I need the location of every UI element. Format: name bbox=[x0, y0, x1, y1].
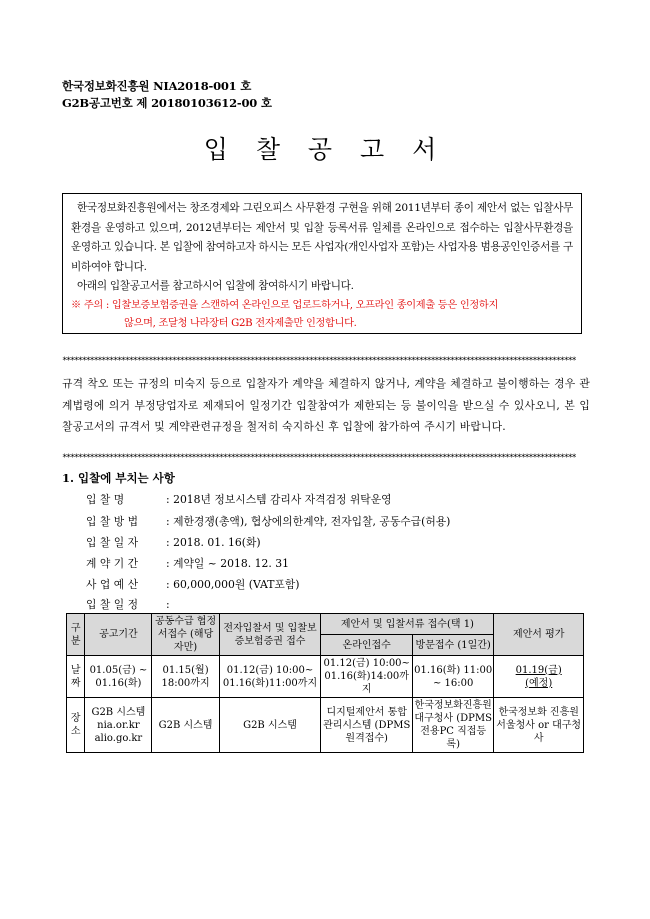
contract-period-row bbox=[86, 556, 289, 571]
item-value: : 60,000,000원 (VAT포함) bbox=[166, 578, 300, 591]
header-electronic-bid: 전자입찰서 및 입찰보증보험증권 접수 bbox=[219, 614, 321, 656]
item-label: 입 찰 명 bbox=[86, 493, 125, 506]
bid-date-row bbox=[86, 535, 261, 550]
g2b-announcement-number: G2B공고번호 제 20180103612-00 호 bbox=[62, 96, 272, 110]
star-divider-bottom: *********************************************************************************************************************************** bbox=[62, 453, 576, 463]
warning-paragraph: 규격 착오 또는 규정의 미숙지 등으로 입찰자가 계약을 체결하지 않거나, 계약을 체결하고 불이행하는 경우 관계법령에 의거 부정당업자로 제재되어 일정기간 입찰참여가 제한되는 등 불이익을 받으실 수 있사오니, 본 입찰공고서의 규격서 및 계약관련규정을 철저히 숙지하신 후 입찰에 참가하여 주시기 바랍니다. bbox=[62, 377, 590, 433]
item-value: : bbox=[166, 598, 170, 611]
item-label: 계 약 기 간 bbox=[86, 557, 139, 570]
budget-row bbox=[86, 577, 300, 592]
row-label-place: 장소 bbox=[67, 698, 85, 753]
item-value: : 계약일 ~ 2018. 12. 31 bbox=[166, 557, 289, 570]
caution-note bbox=[71, 297, 573, 333]
schedule-table bbox=[66, 613, 584, 753]
date-joint: 01.15(월) 18:00까지 bbox=[152, 656, 219, 698]
date-announce: 01.05(금) ~ 01.16(화) bbox=[85, 656, 152, 698]
bid-name-row bbox=[86, 492, 392, 507]
announcement-number: 한국정보화진흥원 NIA2018-001 호 bbox=[62, 79, 252, 93]
date-ebid: 01.12(금) 10:00~ 01.16(화)11:00까지 bbox=[219, 656, 321, 698]
schedule-row bbox=[86, 597, 170, 612]
place-announce: G2B 시스템 nia.or.kr alio.go.kr bbox=[85, 698, 152, 753]
place-ebid: G2B 시스템 bbox=[219, 698, 321, 753]
caution-line-1: ※ 주의 : 입찰보증보험증권을 스캔하여 온라인으로 업로드하거나, 오프라인 종이제출 등은 인정하지 bbox=[71, 299, 498, 311]
eval-tentative: (예정) bbox=[525, 677, 553, 689]
header-online: 온라인접수 bbox=[321, 635, 413, 656]
eval-date: 01.19(금) bbox=[515, 664, 562, 676]
notice-paragraph: 한국정보화진흥원에서는 창조경제와 그린오피스 사무환경 구현을 위해 2011년부터 종이 제안서 없는 입찰사무환경을 운영하고 있으며, 2012년부터는 제안서 및 입찰 등록서류 일체를 온라인으로 접수하는 입찰사무환경을 운영하고 있습니다. 본 입찰에 참여하고자 하시는 모든 사업자(개인사업자 포함)는 사업자용 범용공인인증서를 구비하여야 합니다. bbox=[71, 202, 573, 273]
caution-line-2: 않으며, 조달청 나라장터 G2B 전자제출만 인정합니다. bbox=[124, 317, 357, 329]
star-divider-top: *********************************************************************************************************************************** bbox=[62, 356, 576, 366]
header-visit: 방문접수 (1일간) bbox=[412, 635, 493, 656]
date-visit: 01.16(화) 11:00 ~ 16:00 bbox=[412, 656, 493, 698]
notice-reference: 아래의 입찰공고서를 참고하시어 입찰에 참여하시기 바랍니다. bbox=[77, 280, 354, 293]
section-heading: 1. 입찰에 부치는 사항 bbox=[62, 471, 175, 485]
header-proposal-evaluation: 제안서 평가 bbox=[494, 614, 584, 656]
item-label: 입 찰 방 법 bbox=[86, 515, 139, 528]
item-value: : 제한경쟁(총액), 협상에의한계약, 전자입찰, 공동수급(허용) bbox=[166, 515, 451, 528]
place-visit: 한국정보화진흥원 대구청사 (DPMS전용PC 직접등록) bbox=[412, 698, 493, 753]
item-value: : 2018. 01. 16(화) bbox=[166, 536, 261, 549]
item-label: 입 찰 일 자 bbox=[86, 536, 139, 549]
date-eval bbox=[494, 656, 584, 698]
item-value: : 2018년 정보시스템 감리사 자격검정 위탁운영 bbox=[166, 493, 392, 506]
row-label-date: 날짜 bbox=[67, 656, 85, 698]
notice-box bbox=[62, 193, 582, 334]
bid-method-row bbox=[86, 514, 450, 529]
item-label: 입 찰 일 정 bbox=[86, 598, 139, 611]
header-gubun: 구분 bbox=[67, 614, 85, 656]
place-online: 디지털제안서 통합관리시스템 (DPMS 원격접수) bbox=[321, 698, 413, 753]
header-proposal-submission: 제안서 및 입찰서류 접수(택 1) bbox=[321, 614, 494, 635]
date-online: 01.12(금) 10:00~ 01.16(화)14:00까지 bbox=[321, 656, 413, 698]
item-label: 사 업 예 산 bbox=[86, 578, 139, 591]
document-title: 입 찰 공 고 서 bbox=[203, 135, 447, 164]
header-joint-agreement: 공동수급 협정서접수 (해당자만) bbox=[152, 614, 219, 656]
place-eval: 한국정보화 진흥원 서울청사 or 대구청사 bbox=[494, 698, 584, 753]
header-announce-period: 공고기간 bbox=[85, 614, 152, 656]
place-joint: G2B 시스템 bbox=[152, 698, 219, 753]
